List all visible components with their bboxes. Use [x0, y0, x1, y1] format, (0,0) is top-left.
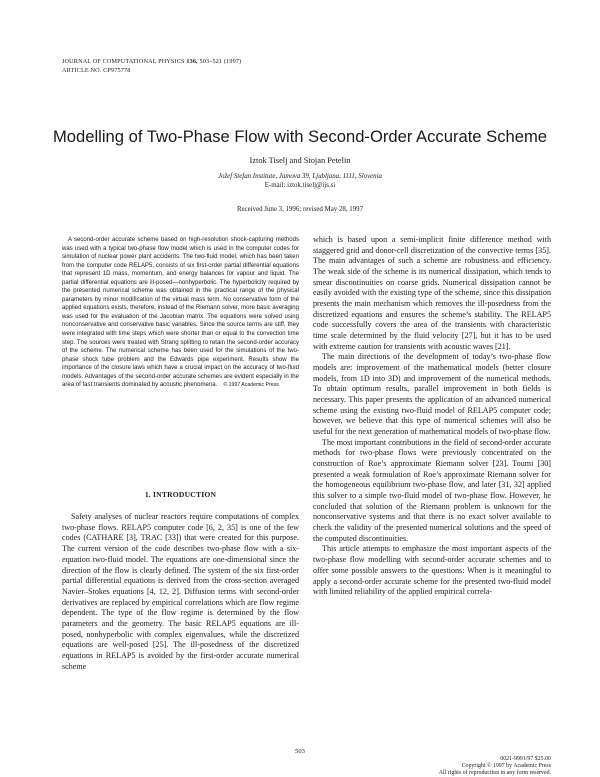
paper-authors: Iztok Tiselj and Stojan Petelin: [249, 156, 351, 165]
article-number: CP975778: [103, 66, 131, 74]
received-dates: Received June 3, 1996; revised May 28, 1997: [236, 206, 364, 213]
paragraph: This article attempts to emphasize the most important aspects of the two-phase flow modelling with second-order accurate schemes and to offer some possible answers to the questions: When is it meaningful to apply a second-order accurate scheme for the presented two-fluid model with limited reliability of the applied empirical correla-: [313, 544, 551, 597]
abstract-text: A second-order accurate scheme based on high-resolution shock-capturing methods was used with a typical two-phase flow model which is used in the computer codes for simulation of nuclear power plant accidents. The two-fluid model, which has been taken from the computer code RELAP5, consists of six first-order partial differential equations that represent 1D mass, momentum, and energy balances for vapour and liquid. The partial differential equations are ill-posed—nonhyperbolic. The hyperbolicity required by the presented numerical scheme was obtained in the practical range of the physical parameters by minor modification of the virtual mass term. No conservative form of the applied equations exists, therefore, instead of the Riemann solver, more basic averaging was used for the evaluation of the Jacobian matrix. The equations were solved using nonconservative and conservative basic variables. Since the source terms are stiff, they were integrated with time steps which were shorter than or equal to the convection time step. The sources were treated with Strang splitting to retain the second-order accuracy of the scheme. The numerical scheme has been used for the simulations of the two-phase shock tube problem and the Edwards pipe experiment. Results show the importance of the closure laws which have a crucial impact on the accuracy of two-fluid models. Advantages of the second-order accurate schemes are evident especially in the area of fast transients dominated by acoustic phenomena.: [62, 237, 299, 389]
right-column-body: [313, 235, 551, 598]
footer-rights: All rights of reproduction in any form reserved.: [438, 770, 551, 777]
left-column-body: [62, 512, 299, 673]
issn-price: 0021-9991/97 $25.00: [500, 756, 551, 762]
paragraph: Safety analyses of nuclear reactors require computations of complex two-phase flows. RELAP5 computer code [6, 2, 35] is one of the few codes (CATHARE [3], TRAC [33]) that were created for this purpose. The current version of the code describes two-phase flow with a six-equation two-fluid model. The equations are one-dimensional since the direction of the flow is clearly defined. The system of the six first-order partial differential equations is derived from the cross-section averaged Navier–Stokes equations [4, 12, 2]. Diffusion terms with second-order derivatives are replaced by empirical correlations which are flow regime dependent. The type of the flow regime is determined by the flow parameters and the geometry. The basic RELAP5 equations are ill-posed, nonhyperbolic with complex eigenvalues, while the discretized equations are well-posed [25]. The ill-posedness of the discretized equations in RELAP5 is avoided by the first-order accurate numerical scheme: [62, 512, 299, 671]
article-number-line: [62, 67, 241, 76]
paragraph: which is based upon a semi-implicit finite difference method with staggered grid and donor-cell discretization of the convective terms [35]. The main advantages of such a scheme are robustness and efficiency. The weak side of the scheme is its numerical dissipation, which tends to smear discontinuities on coarse grids. Numerical dissipation cannot be easily avoided with the existing type of the scheme, since this dissipation presents the main mechanism which removes the ill-posedness from the discretized equations and ensures the scheme’s stability. The RELAP5 code successfully covers the area of the transients with characteristic time scale determined by the fluid velocity [27], but it has to be used with extreme caution for transients with acoustic waves [21].: [313, 235, 551, 351]
article-number-label: ARTICLE NO.: [62, 66, 102, 74]
journal-name: JOURNAL OF COMPUTATIONAL PHYSICS: [62, 58, 185, 65]
author-affiliation: Jožef Stefan Institute, Jamova 39, Ljubljana, 1111, Slovenia: [217, 173, 382, 180]
paragraph: The main directions of the development of today’s two-phase flow models are: improvement of the mathematical models (better closure models, from 1D into 3D) and improvement of the numerical methods. To obtain optimum results, parallel improvement in both fields is necessary. This paper presents the application of an advanced numerical scheme using the existing two-fluid model of RELAP5 computer code; however, we believe that this type of numerical schemes will also be useful for the next generation of mathematical models of two-phase flow.: [313, 352, 551, 437]
paragraph: The most important contributions in the field of second-order accurate methods for two-phase flows were previously concentrated on the construction of Roe’s approximate Riemann solver [23]. Toumi [30] presented a weak formulation of Roe’s approximate Riemann solver for the homogeneous equilibrium two-phase flow, and later [31, 32] applied this solver to a simple two-fluid model of two-phase flow. However, he concluded that solution of the Riemann problem is unknown for the nonconservative systems and that there is no exact solver available to check the validity of the presented numerical solutions and the speed of the computed discontinuities.: [313, 437, 551, 543]
journal-pages-year: 503–521 (1997): [199, 58, 242, 65]
abstract-copyright: © 1997 Academic Press: [223, 382, 279, 389]
footer-copyright: Copyright © 1997 by Academic Press: [461, 763, 551, 770]
journal-citation: [62, 58, 241, 75]
paper-title: Modelling of Two-Phase Flow with Second-Order Accurate Scheme: [52, 127, 548, 146]
abstract: [62, 236, 299, 390]
section-heading-introduction: 1. INTRODUCTION: [144, 490, 217, 499]
author-email: E-mail: iztok.tiselj@ijs.si: [264, 182, 336, 189]
journal-line: [62, 58, 241, 67]
journal-volume: 136,: [186, 58, 198, 65]
page-number: 503: [295, 748, 305, 755]
copyright-footer: [439, 756, 551, 777]
